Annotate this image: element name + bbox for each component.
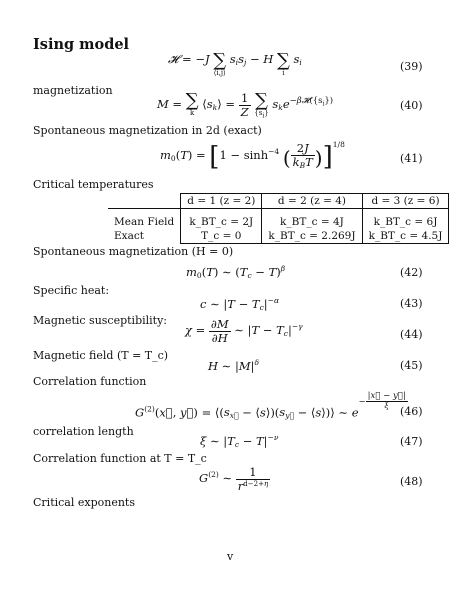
- equation-number-48: (48): [400, 475, 423, 488]
- equation-number-42: (42): [400, 266, 423, 279]
- section-title: Ising model: [33, 36, 130, 53]
- equation-number-44: (44): [400, 328, 423, 341]
- label-critical-temperatures: Critical temperatures: [33, 178, 154, 191]
- table-row: [108, 215, 449, 229]
- table-corner: [108, 194, 181, 209]
- critical-temperature-table: [108, 193, 449, 244]
- label-critical-exponents: Critical exponents: [33, 496, 135, 509]
- label-magnetization: magnetization: [33, 84, 113, 97]
- equation-number-39: (39): [400, 60, 423, 73]
- equation-number-40: (40): [400, 99, 423, 112]
- label-correlation-function: Correlation function: [33, 375, 147, 388]
- table-cell: k_BT_c = 4J: [262, 215, 362, 229]
- table-row: [108, 229, 449, 244]
- equation-magnetization: M = ∑ k $⟨s_k⟩$ = $\frac{1}{Z}$ ∑ $\{s_i\}$ $s_ke^{-\beta 𝓗(\{s_i\})}$: [157, 90, 334, 120]
- table-cell: k_BT_c = 4.5J: [362, 229, 449, 244]
- table-cell: k_BT_c = 6J: [362, 215, 449, 229]
- label-correlation-length: correlation length: [33, 425, 134, 438]
- label-magnetic-field: Magnetic field (T = T_c): [33, 349, 169, 362]
- equation-number-47: (47): [400, 435, 423, 448]
- label-correlation-at-tc: Correlation function at T = T_c: [33, 452, 207, 465]
- table-header-d1: d = 1 (z = 2): [181, 194, 262, 209]
- equation-order-parameter: $m_0(T)$ ∼ $(T_c - T)^\beta$: [186, 264, 286, 280]
- table-header-d2: d = 2 (z = 4): [262, 194, 362, 209]
- table-cell: k_BT_c = 2J: [181, 215, 262, 229]
- label-specific-heat: Specific heat:: [33, 284, 110, 297]
- equation-number-46: (46): [400, 405, 423, 418]
- equation-correlation-length: ξ ∼ $|T_c - T|^{-\nu}$: [200, 433, 279, 449]
- table-header-d3: d = 3 (z = 6): [362, 194, 449, 209]
- equation-number-43: (43): [400, 297, 423, 310]
- equation-onsager: $m_0(T) = [1 - \sinh^{-4}$ ( $\frac{2J}{k_BT}$ )]$^{1/8}$: [160, 140, 345, 172]
- label-spontaneous-2d: Spontaneous magnetization in 2d (exact): [33, 124, 262, 137]
- table-cell: k_BT_c = 2.269J: [262, 229, 362, 244]
- row-label-exact: Exact: [114, 230, 144, 243]
- label-susceptibility: Magnetic susceptibility:: [33, 314, 168, 327]
- page-number: v: [227, 550, 234, 563]
- equation-correlation: $G^{(2)}(x⃗$, y⃗) = $⟨(s_{x⃗}$ − $⟨s⟩)(s_{y⃗}$ − ⟨s⟩)⟩ ∼ $e^{- \frac{|x⃗ - y⃗|}{\xi}}$: [135, 391, 406, 421]
- equation-susceptibility: χ = $\frac{\partial M}{\partial H}$ ∼ $|T - T_c|^{-\gamma}$: [185, 317, 303, 345]
- table-cell: T_c = 0: [181, 229, 262, 244]
- equation-number-45: (45): [400, 359, 423, 372]
- label-spontaneous-h0: Spontaneous magnetization (H = 0): [33, 245, 234, 258]
- equation-correlation-at-tc: $G^{(2)}$ ∼ $\frac{1}{r^{d-2+\eta}}$: [199, 465, 269, 493]
- equation-hamiltonian: 𝓗 = −J ∑ ⟨i,j⟩ $s_is_j - H$ ∑ i $s_i$: [168, 50, 302, 77]
- equation-number-41: (41): [400, 152, 423, 165]
- row-label-mean-field: Mean Field: [114, 216, 175, 228]
- equation-specific-heat: c ∼ $|T - T_c|^{-\alpha}$: [200, 296, 280, 312]
- equation-magnetic-field: H ∼ $|M|^\delta$: [208, 358, 260, 373]
